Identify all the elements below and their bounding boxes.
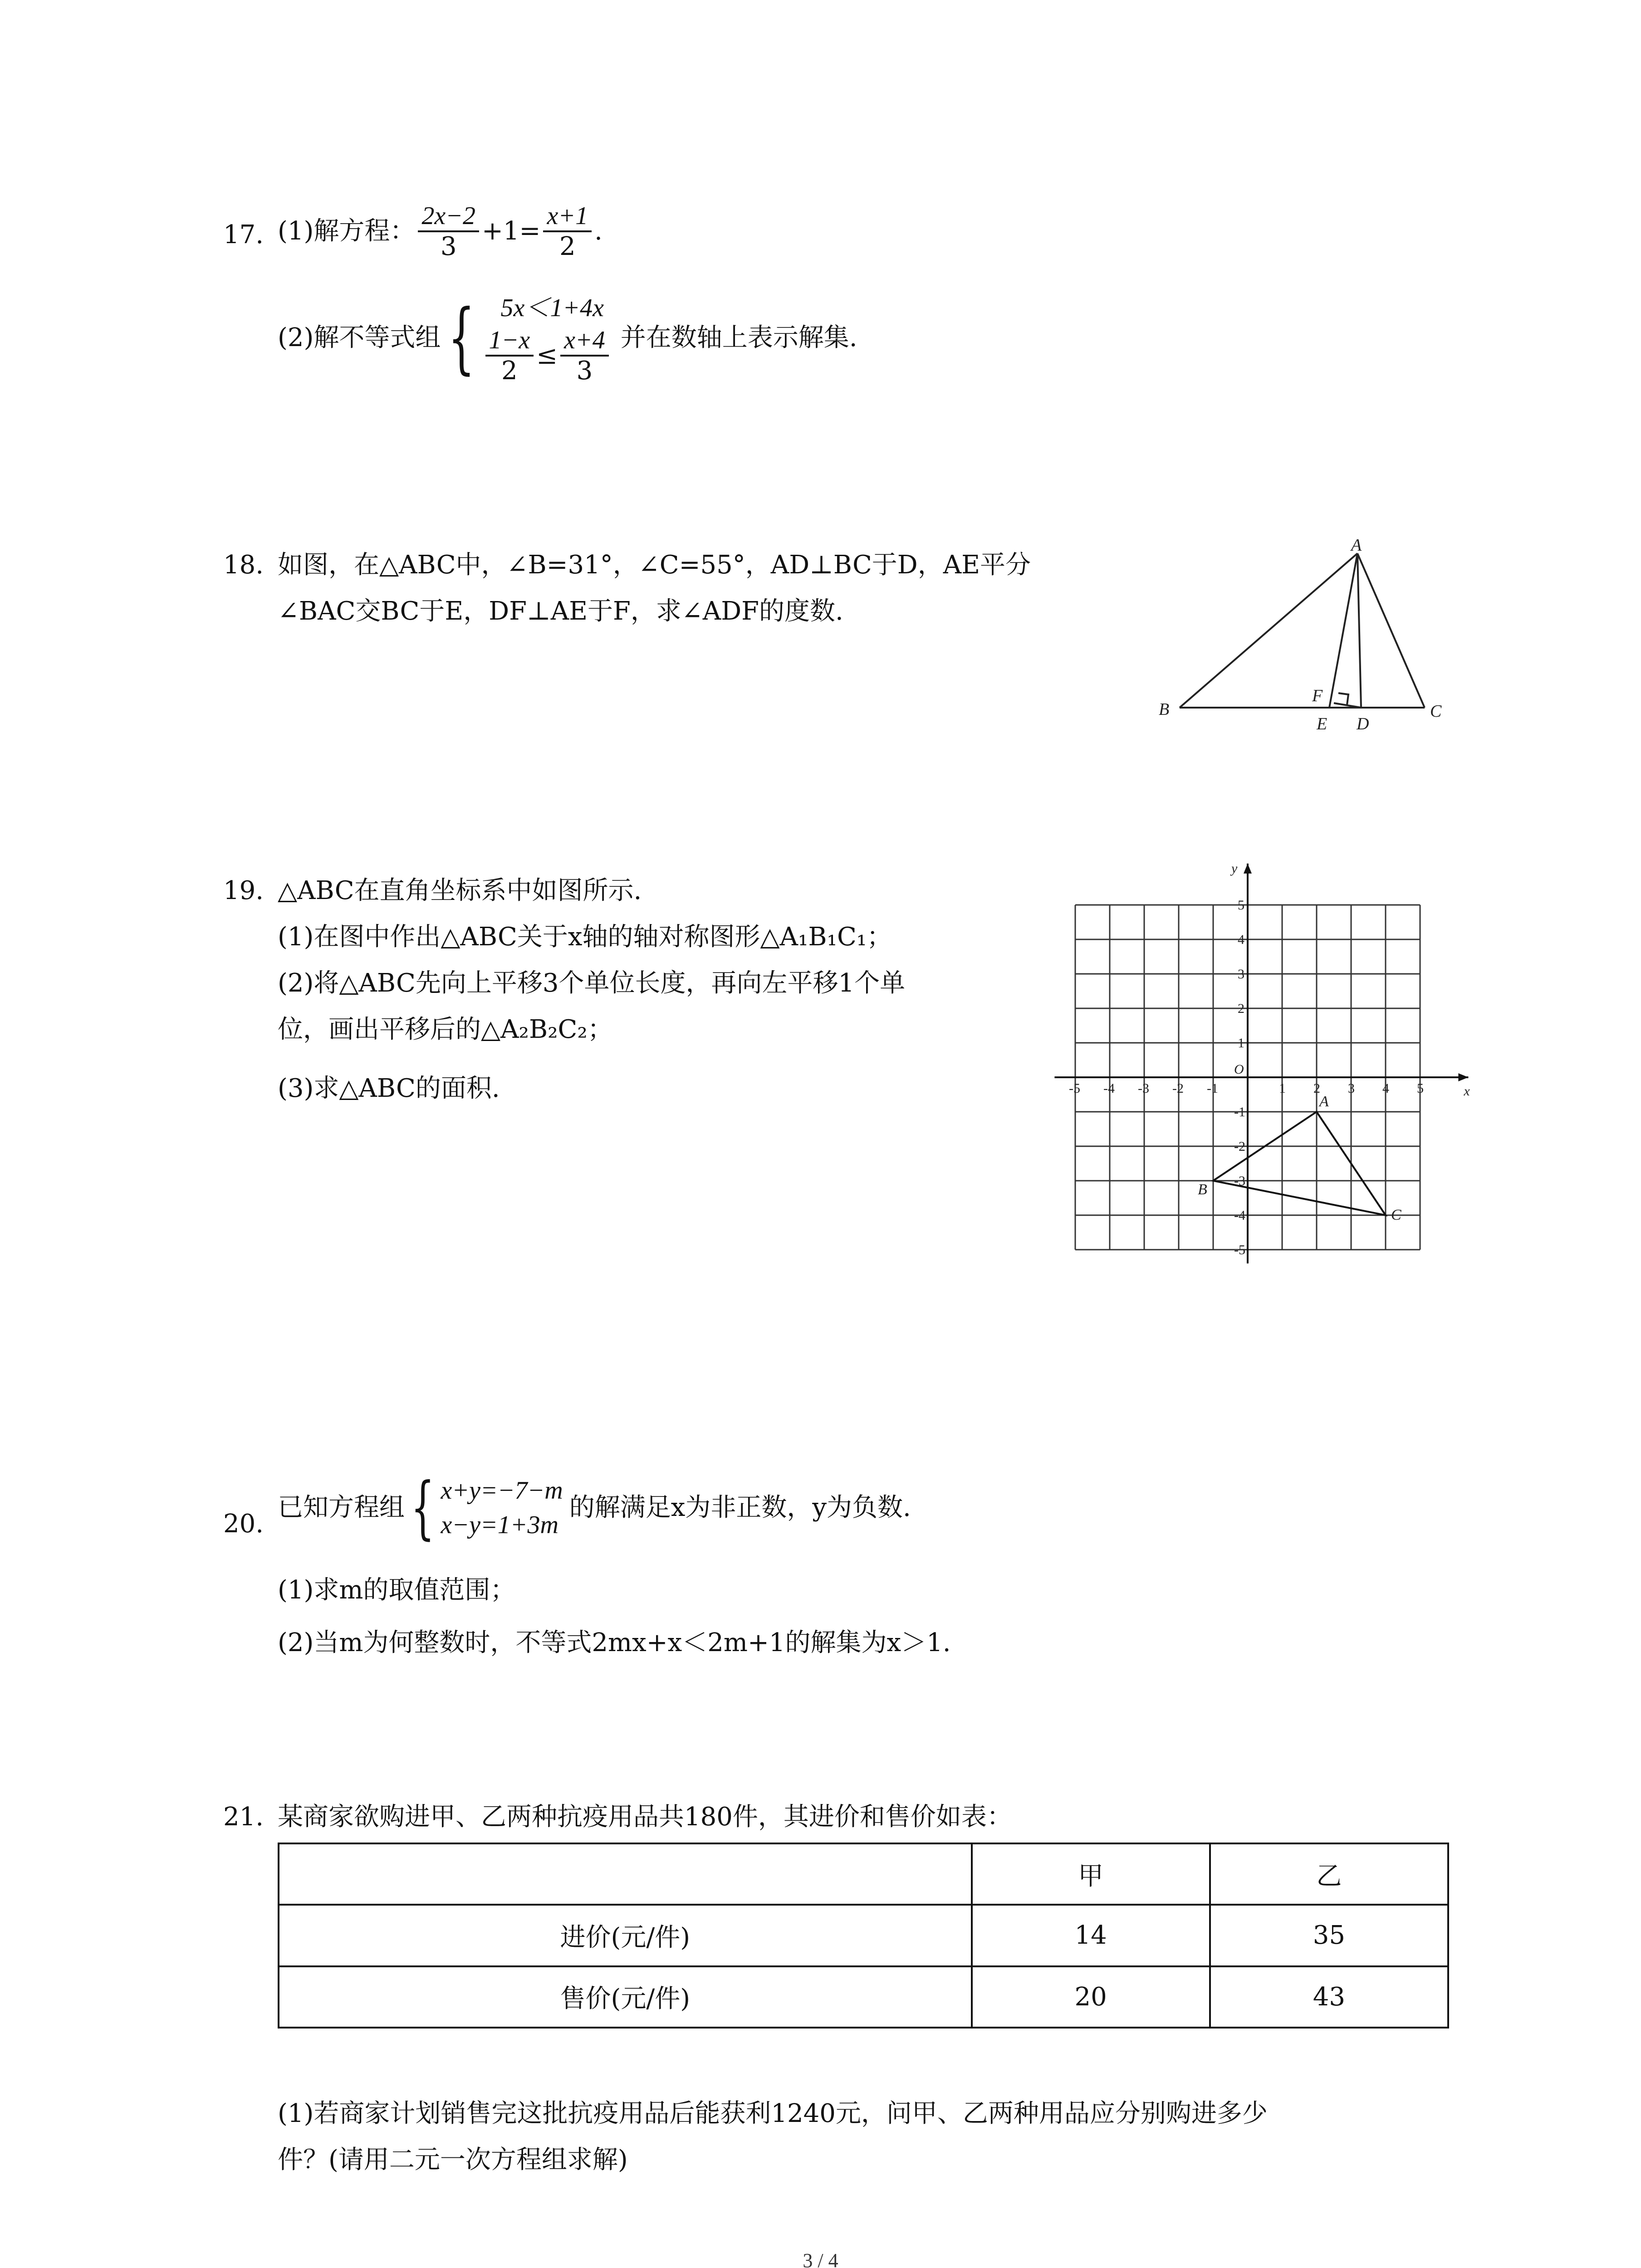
- table-row: [279, 1905, 1448, 1966]
- x-tick-label: -2: [1172, 1081, 1184, 1096]
- q19-line-0: △ABC在直角坐标系中如图所示.: [278, 876, 642, 905]
- q17-part1-mid: +1=: [481, 216, 541, 246]
- label-f: F: [1312, 686, 1323, 705]
- q17-part1: [278, 201, 603, 261]
- y-tick-label: -1: [1234, 1105, 1245, 1119]
- y-tick-label: 3: [1238, 967, 1244, 982]
- table-header-cell: 乙: [1210, 1843, 1448, 1905]
- table-row: [279, 1966, 1448, 2028]
- equation-1: x+y=−7−m: [441, 1476, 563, 1505]
- q17-fraction-2: [543, 201, 592, 261]
- table-cell: 35: [1210, 1905, 1448, 1966]
- x-tick-label: 4: [1382, 1081, 1389, 1096]
- q20-intro-line: [278, 1468, 911, 1547]
- q20-intro: 已知方程组: [278, 1493, 405, 1522]
- y-tick-label: 1: [1238, 1036, 1244, 1051]
- x-tick-label: 2: [1313, 1081, 1320, 1096]
- left-brace: {: [448, 293, 475, 383]
- x-axis-arrow: [1458, 1073, 1468, 1081]
- q21-part-1-line-2: 件？(请用二元一次方程组求解): [278, 2145, 628, 2175]
- y-axis-label: y: [1231, 860, 1238, 876]
- q21-number: 21.: [223, 1802, 264, 1832]
- left-brace: {: [411, 1468, 435, 1547]
- label-c: C: [1430, 702, 1442, 721]
- fraction-numerator: x+4: [560, 326, 609, 357]
- x-tick-label: -3: [1138, 1081, 1149, 1096]
- q17-fraction-3: [485, 326, 534, 386]
- right-angle-mark: [1338, 693, 1348, 705]
- triangle-abc: [1213, 1112, 1386, 1215]
- side-ab: [1180, 553, 1357, 708]
- q19-line-2: (2)将△ABC先向上平移3个单位长度，再向左平移1个单: [278, 968, 906, 998]
- y-axis-arrow: [1244, 864, 1252, 874]
- q20-part-1: (1)求m的取值范围；: [278, 1575, 516, 1605]
- x-tick-label: 1: [1279, 1081, 1286, 1096]
- origin-label: O: [1234, 1062, 1244, 1077]
- q19-line-3: 位，画出平移后的△A₂B₂C₂；: [278, 1015, 613, 1044]
- q18-number: 18.: [223, 550, 264, 580]
- q17-number: 17.: [223, 220, 264, 249]
- q20-number: 20.: [223, 1509, 264, 1539]
- label-a: A: [1351, 536, 1362, 555]
- q21-intro: 某商家欲购进甲、乙两种抗疫用品共180件，其进价和售价如表：: [278, 1802, 1012, 1832]
- triangle-figure: [1152, 535, 1461, 744]
- q17-part2-tail: 并在数轴上表示解集.: [620, 323, 857, 352]
- x-tick-label: 3: [1348, 1081, 1355, 1096]
- bisector-ae: [1329, 553, 1357, 708]
- q19-number: 19.: [223, 876, 264, 905]
- q17-part1-end: .: [594, 216, 603, 246]
- q20-part-2: (2)当m为何整数时，不等式2mx+x＜2m+1的解集为x＞1.: [278, 1628, 951, 1657]
- vertex-label-b: B: [1198, 1181, 1207, 1198]
- x-tick-label: -4: [1103, 1081, 1115, 1096]
- x-axis-label: x: [1464, 1084, 1470, 1099]
- label-b: B: [1159, 700, 1170, 719]
- label-d: D: [1357, 714, 1369, 733]
- page-number: 3 / 4: [803, 2249, 838, 2268]
- fraction-numerator: 1−x: [485, 326, 534, 357]
- q18-line-1: 如图，在△ABC中，∠B=31°，∠C=55°，AD⊥BC于D，AE平分: [278, 550, 1031, 580]
- q17-part1-label: (1)解方程：: [278, 216, 416, 246]
- table-cell: 14: [972, 1905, 1210, 1966]
- inequality-system: [483, 290, 612, 386]
- q21-part-1-line-1: (1)若商家计划销售完这批抗疫用品后能获利1240元，问甲、乙两种用品应分别购进多少: [278, 2099, 1268, 2128]
- y-tick-label: -4: [1234, 1208, 1245, 1223]
- y-tick-label: -2: [1234, 1139, 1245, 1154]
- price-table: [278, 1843, 1449, 2028]
- y-tick-label: 4: [1238, 932, 1244, 947]
- x-tick-label: 5: [1417, 1081, 1424, 1096]
- x-tick-label: -1: [1207, 1081, 1218, 1096]
- fraction-numerator: x+1: [543, 201, 592, 232]
- fraction-denominator: 3: [440, 232, 457, 261]
- y-tick-label: -3: [1234, 1173, 1245, 1188]
- y-tick-label: 5: [1238, 898, 1244, 913]
- q17-fraction-1: [418, 201, 479, 261]
- q17-part2: [278, 290, 857, 386]
- fraction-denominator: 2: [559, 232, 576, 261]
- altitude-ad: [1357, 553, 1361, 708]
- q19-line-1: (1)在图中作出△ABC关于x轴的轴对称图形△A₁B₁C₁；: [278, 922, 892, 952]
- table-cell: 43: [1210, 1966, 1448, 2028]
- equation-2: x−y=1+3m: [441, 1511, 558, 1539]
- vertex-label-c: C: [1391, 1207, 1401, 1223]
- coordinate-grid: [1034, 853, 1470, 1279]
- table-header-cell: 甲: [972, 1843, 1210, 1905]
- y-tick-label: 2: [1238, 1001, 1244, 1016]
- x-tick-label: -5: [1069, 1081, 1080, 1096]
- table-header-cell: [279, 1843, 972, 1905]
- q17-part2-label: (2)解不等式组: [278, 323, 441, 352]
- inequality-2: [483, 326, 612, 386]
- q18-line-2: ∠BAC交BC于E，DF⊥AE于F，求∠ADF的度数.: [278, 596, 843, 626]
- vertex-label-a: A: [1319, 1093, 1329, 1110]
- fraction-numerator: 2x−2: [418, 201, 479, 232]
- q17-fraction-4: [560, 326, 609, 386]
- y-tick-label: -5: [1234, 1242, 1245, 1257]
- table-cell: 20: [972, 1966, 1210, 2028]
- fraction-denominator: 2: [501, 356, 518, 386]
- table-cell: 进价(元/件): [279, 1905, 972, 1966]
- table-header-row: [279, 1843, 1448, 1905]
- inequality-1: 5x＜1+4x: [500, 294, 604, 322]
- less-equal-sign: ≤: [536, 341, 558, 370]
- label-e: E: [1317, 714, 1327, 733]
- fraction-denominator: 3: [576, 356, 593, 386]
- q20-tail: 的解满足x为非正数，y为负数.: [569, 1493, 911, 1522]
- table-cell: 售价(元/件): [279, 1966, 972, 2028]
- side-ac: [1357, 553, 1425, 708]
- equation-system: [441, 1473, 563, 1542]
- q19-line-4: (3)求△ABC的面积.: [278, 1074, 500, 1103]
